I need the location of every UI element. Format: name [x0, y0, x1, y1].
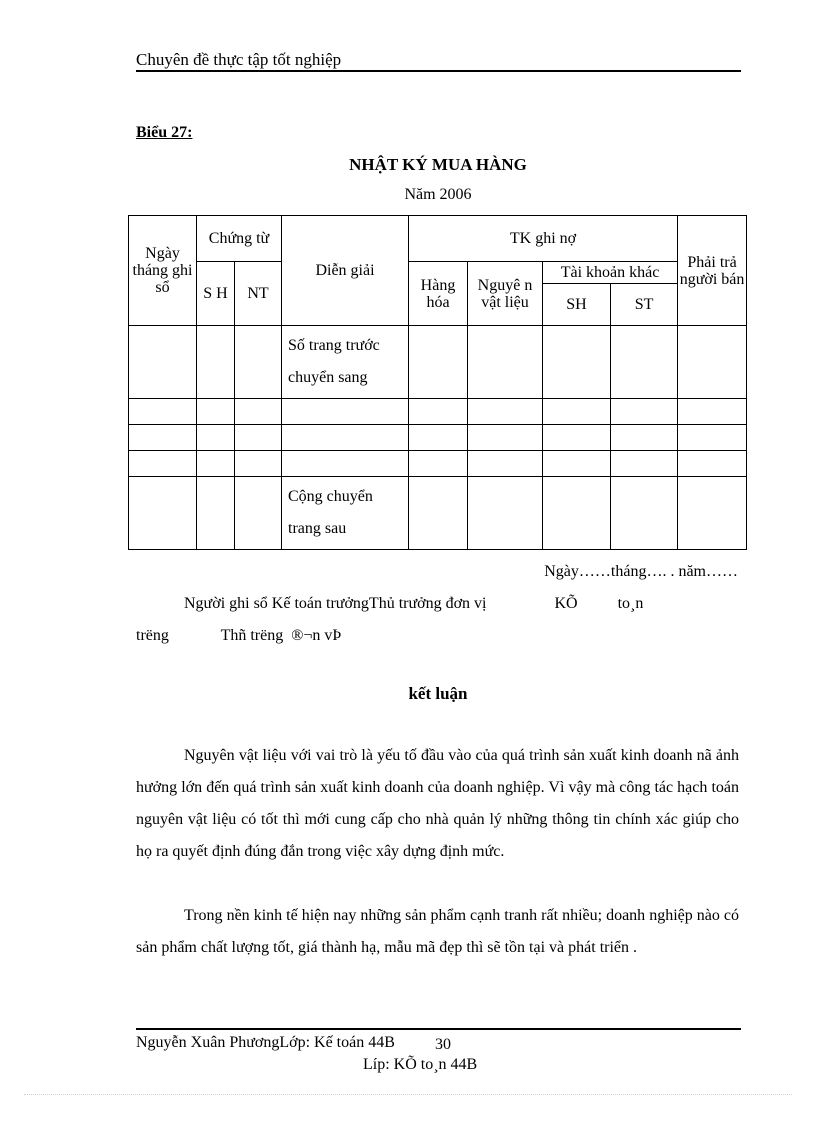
page-number: 30 [435, 1036, 451, 1053]
date-line: Ngày……tháng…. . năm…… [544, 563, 738, 580]
signature-line: Người ghi sổ Kế toán trưởngThủ trưởng đơn vị KÕ to¸n [184, 595, 644, 612]
col-nt-header: NT [235, 262, 282, 326]
header-row-2 [129, 262, 747, 284]
purchase-journal-table [128, 215, 747, 550]
page-header: Chuyên đề thực tập tốt nghiệp [136, 50, 342, 69]
col-sh-header: S H [197, 262, 235, 326]
conclusion-paragraph-2: Trong nền kinh tế hiện nay những sản phẩm cạnh tranh rất nhiều; doanh nghiệp nào có sản phẩm chất lượng tốt, giá thành hạ, mẫu mã đẹp thì sẽ tồn tại và phát triển . [136, 907, 739, 956]
table-row [129, 326, 747, 399]
footer-author: Nguyễn Xuân PhươngLớp: Kế toán 44B [136, 1034, 395, 1051]
signature-line-continued: trëng Thñ trëng ®¬n vÞ [136, 627, 342, 644]
col-goods-header: Hàng hóa [409, 262, 468, 326]
journal-year: Năm 2006 [404, 186, 472, 203]
conclusion-title: kết luận [408, 684, 468, 703]
journal-title: NHẬT KÝ MUA HÀNG [349, 155, 527, 174]
desc-cell: Số trang trước chuyển sang [282, 326, 409, 399]
col-voucher-header: Chứng từ [197, 216, 282, 262]
header-rule [136, 70, 741, 72]
table-row [129, 425, 747, 451]
col-desc-header: Diễn giải [282, 216, 409, 326]
col-other-header: Tài khoản khác [543, 262, 678, 284]
footer-class: Líp: KÕ to¸n 44B [363, 1056, 478, 1073]
table-row [129, 399, 747, 425]
col-other-st-header: ST [611, 284, 678, 326]
header-row-1 [129, 216, 747, 262]
desc-cell: Cộng chuyển trang sau [282, 477, 409, 550]
col-date-header: Ngày tháng ghi sổ [129, 216, 197, 326]
table-row [129, 477, 747, 550]
col-material-header: Nguyê n vật liệu [468, 262, 543, 326]
table-label: Biểu 27: [136, 124, 193, 141]
table-row [129, 451, 747, 477]
col-payable-header: Phải trả người bán [678, 216, 747, 326]
footer-rule [136, 1028, 741, 1030]
col-other-sh-header: SH [543, 284, 611, 326]
conclusion-paragraph-1: Nguyên vật liệu với vai trò là yếu tố đầu vào của quá trình sản xuất kinh doanh nã ảnh hưởng lớn đến quá trình sản xuất kinh doanh của doanh nghiệp. Vì vậy mà công tác hạch toán nguyên vật liệu có tốt thì mới cung cấp cho nhà quản lý những thông tin chính xác giúp cho họ ra quyết định đúng đắn trong việc xây dựng định mức. [136, 747, 739, 860]
page-bottom-border [24, 1094, 792, 1095]
col-tk-header: TK ghi nợ [409, 216, 678, 262]
